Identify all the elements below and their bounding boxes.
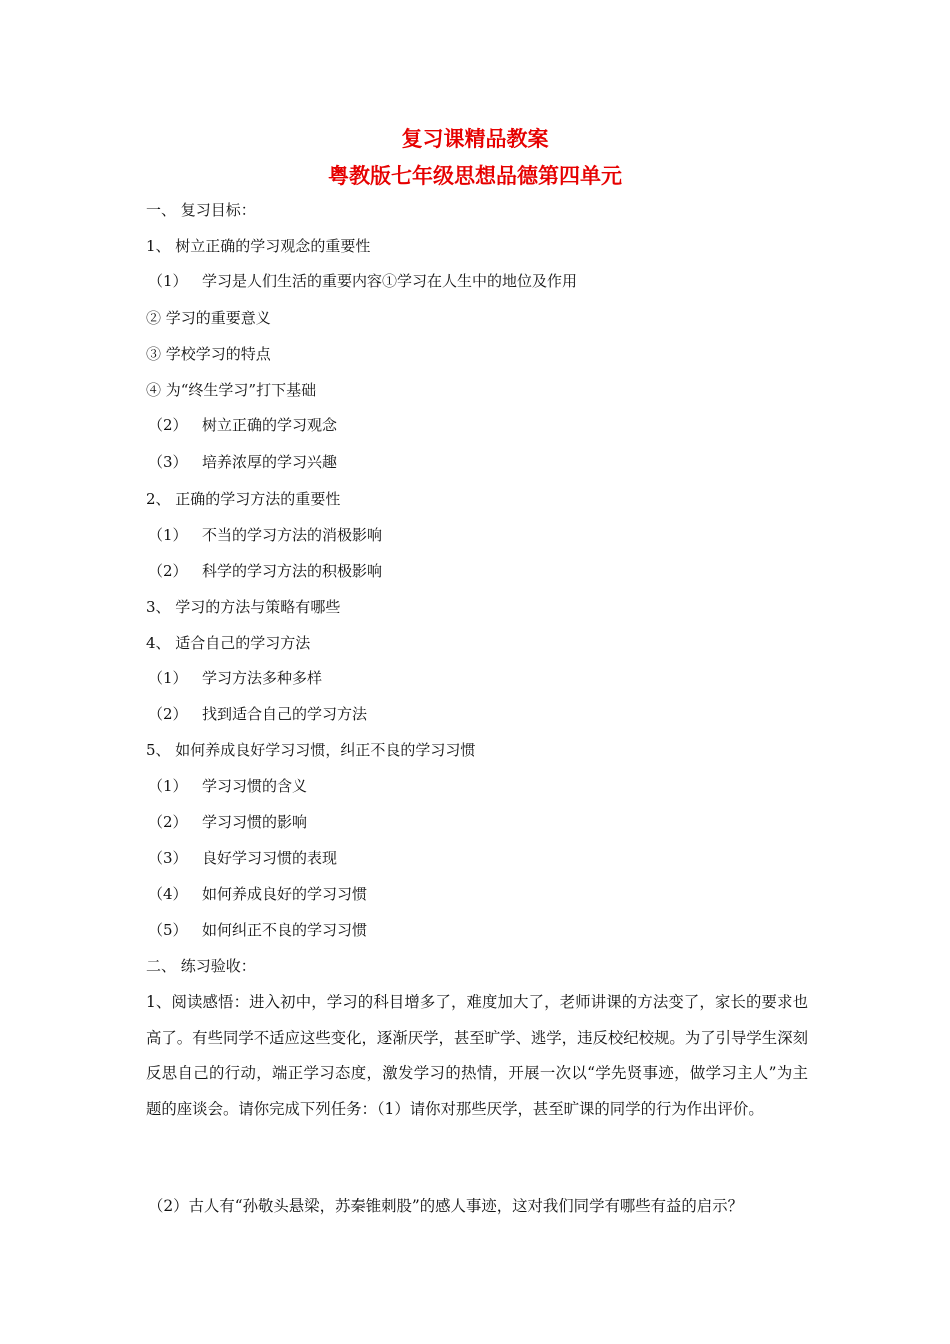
sub-number: （3）: [148, 849, 188, 867]
item-4-heading: 4、 适合自己的学习方法: [146, 634, 311, 652]
item-1-sub-1: [148, 271, 577, 291]
sub-number: （1）: [148, 777, 188, 795]
sub-text: 良好学习习惯的表现: [202, 849, 338, 867]
item-2-sub-2: [148, 561, 382, 581]
item-4-sub-2: [148, 704, 367, 724]
item-1-heading: 1、 树立正确的学习观念的重要性: [146, 237, 371, 255]
item-4-sub-1: [148, 668, 322, 688]
sub-number: （2）: [148, 813, 188, 831]
sub-number: （4）: [148, 885, 188, 903]
sub-text: 不当的学习方法的消极影响: [202, 526, 383, 544]
item-5-heading: 5、 如何养成良好学习习惯，纠正不良的学习习惯: [146, 741, 476, 759]
section-practice: 二、 练习验收：: [146, 957, 256, 975]
item-5-sub-2: [148, 812, 307, 832]
sub-text: 如何养成良好的学习习惯: [202, 885, 368, 903]
sub-number: （3）: [148, 453, 188, 471]
sub-number: （2）: [148, 562, 188, 580]
item-3-heading: 3、 学习的方法与策略有哪些: [146, 598, 341, 616]
item-5-sub-1: [148, 776, 307, 796]
sub-text: 如何纠正不良的学习习惯: [202, 921, 368, 939]
document-title: 复习课精品教案: [401, 127, 549, 151]
sub-text: 学习是人们生活的重要内容①学习在人生中的地位及作用: [202, 272, 578, 290]
item-5-sub-3: [148, 848, 337, 868]
sub-number: （2）: [148, 416, 188, 434]
sub-text: 学习习惯的含义: [202, 777, 308, 795]
sub-text: 学习习惯的影响: [202, 813, 308, 831]
sub-number: （1）: [148, 669, 188, 687]
item-1-sub-3: [148, 452, 337, 472]
sub-number: （2）: [148, 705, 188, 723]
sub-number: （1）: [148, 526, 188, 544]
item-1-sub-2: [148, 415, 337, 435]
sub-text: 培养浓厚的学习兴趣: [202, 453, 338, 471]
sub-number: （5）: [148, 921, 188, 939]
document-subtitle: 粤教版七年级思想品德第四单元: [328, 164, 622, 188]
exercise-question-2: （2）古人有“孙敬头悬梁，苏秦锥刺股”的感人事迹，这对我们同学有哪些有益的启示？: [148, 1197, 743, 1215]
sub-text: 找到适合自己的学习方法: [202, 705, 368, 723]
sub-number: （1）: [148, 272, 188, 290]
item-5-sub-5: [148, 920, 367, 940]
item-1-circled-2: ② 学习的重要意义: [146, 309, 271, 327]
sub-text: 科学的学习方法的积极影响: [202, 562, 383, 580]
exercise-paragraph: 1、阅读感悟：进入初中，学习的科目增多了，难度加大了，老师讲课的方法变了，家长的要求也高了。有些同学不适应这些变化，逐渐厌学，甚至旷学、逃学，违反校纪校规。为了引导学生深刻反思自己的行动，端正学习态度，激发学习的热情，开展一次以“学先贤事迹，做学习主人”为主题的座谈会。请你完成下列任务：（1）请你对那些厌学，甚至旷课的同学的行为作出评价。: [146, 993, 808, 1118]
item-1-circled-3: ③ 学校学习的特点: [146, 345, 271, 363]
sub-text: 学习方法多种多样: [202, 669, 323, 687]
item-2-sub-1: [148, 525, 382, 545]
sub-text: 树立正确的学习观念: [202, 416, 338, 434]
item-1-circled-4: ④ 为“终生学习”打下基础: [146, 381, 317, 399]
item-2-heading: 2、 正确的学习方法的重要性: [146, 490, 341, 508]
item-5-sub-4: [148, 884, 367, 904]
section-review-goals: 一、 复习目标：: [146, 201, 256, 219]
